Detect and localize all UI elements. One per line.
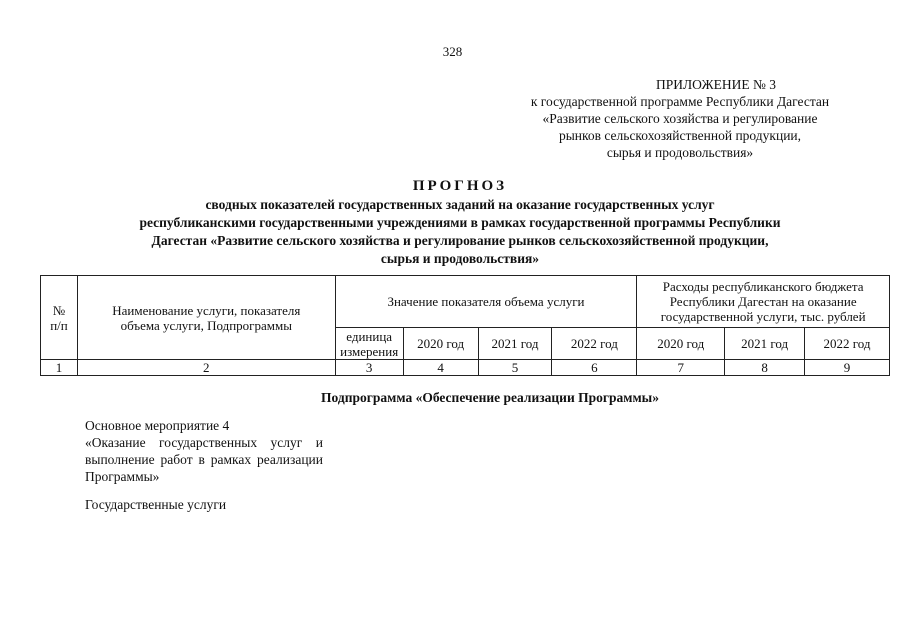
appendix-line-2: к государственной программе Республики Дагестан [530, 94, 830, 109]
appendix-title: ПРИЛОЖЕНИЕ № 3 [655, 77, 777, 92]
header-unit: единица измерения [335, 328, 403, 360]
main-event-title: Основное мероприятие 4 [85, 418, 230, 433]
header-volume-2022: 2022 год [552, 328, 637, 360]
column-number: 9 [805, 360, 890, 376]
document-title: ПРОГНОЗ [412, 178, 508, 194]
main-event [85, 417, 323, 485]
column-number: 6 [552, 360, 637, 376]
appendix-line-4: рынков сельскохозяйственной продукции, [558, 128, 802, 143]
page-number: 328 [442, 44, 463, 59]
header-volume-2020: 2020 год [403, 328, 478, 360]
column-number: 8 [725, 360, 805, 376]
header-expenses-group: Расходы республиканского бюджета Республики Дагестан на оказание государственной услуги, тыс. рублей [637, 276, 890, 328]
document-heading [60, 176, 860, 268]
services-label: Государственные услуги [85, 497, 227, 512]
appendix-line-3: «Развитие сельского хозяйства и регулирование [542, 111, 818, 126]
column-number: 1 [41, 360, 78, 376]
header-volume-group: Значение показателя объема услуги [335, 276, 637, 328]
header-expenses-2022: 2022 год [805, 328, 890, 360]
document-subtitle: сводных показателей государственных заданий на оказание государственных услуг республиканскими государственными учреждениями в рамках государственной программы Республики Дагестан «Развитие сельского хозяйства и регулирование рынков сельскохозяйственной продукции, сырья и продовольствия» [139, 197, 781, 266]
header-volume-2021: 2021 год [478, 328, 552, 360]
header-number: № п/п [41, 276, 78, 360]
forecast-table [40, 275, 890, 376]
header-expenses-2020: 2020 год [637, 328, 725, 360]
header-service-name: Наименование услуги, показателя объема услуги, Подпрограммы [77, 276, 335, 360]
appendix-line-5: сырья и продовольствия» [606, 145, 754, 160]
column-number: 7 [637, 360, 725, 376]
column-number: 3 [335, 360, 403, 376]
appendix-header [470, 76, 890, 161]
header-expenses-2021: 2021 год [725, 328, 805, 360]
column-number: 5 [478, 360, 552, 376]
column-number: 2 [77, 360, 335, 376]
subprogram-heading: Подпрограмма «Обеспечение реализации Программы» [321, 390, 659, 405]
main-event-description: «Оказание государственных услуг и выполнение работ в рамках реализации Программы» [85, 435, 323, 484]
column-number: 4 [403, 360, 478, 376]
column-numbers-row [41, 360, 890, 376]
